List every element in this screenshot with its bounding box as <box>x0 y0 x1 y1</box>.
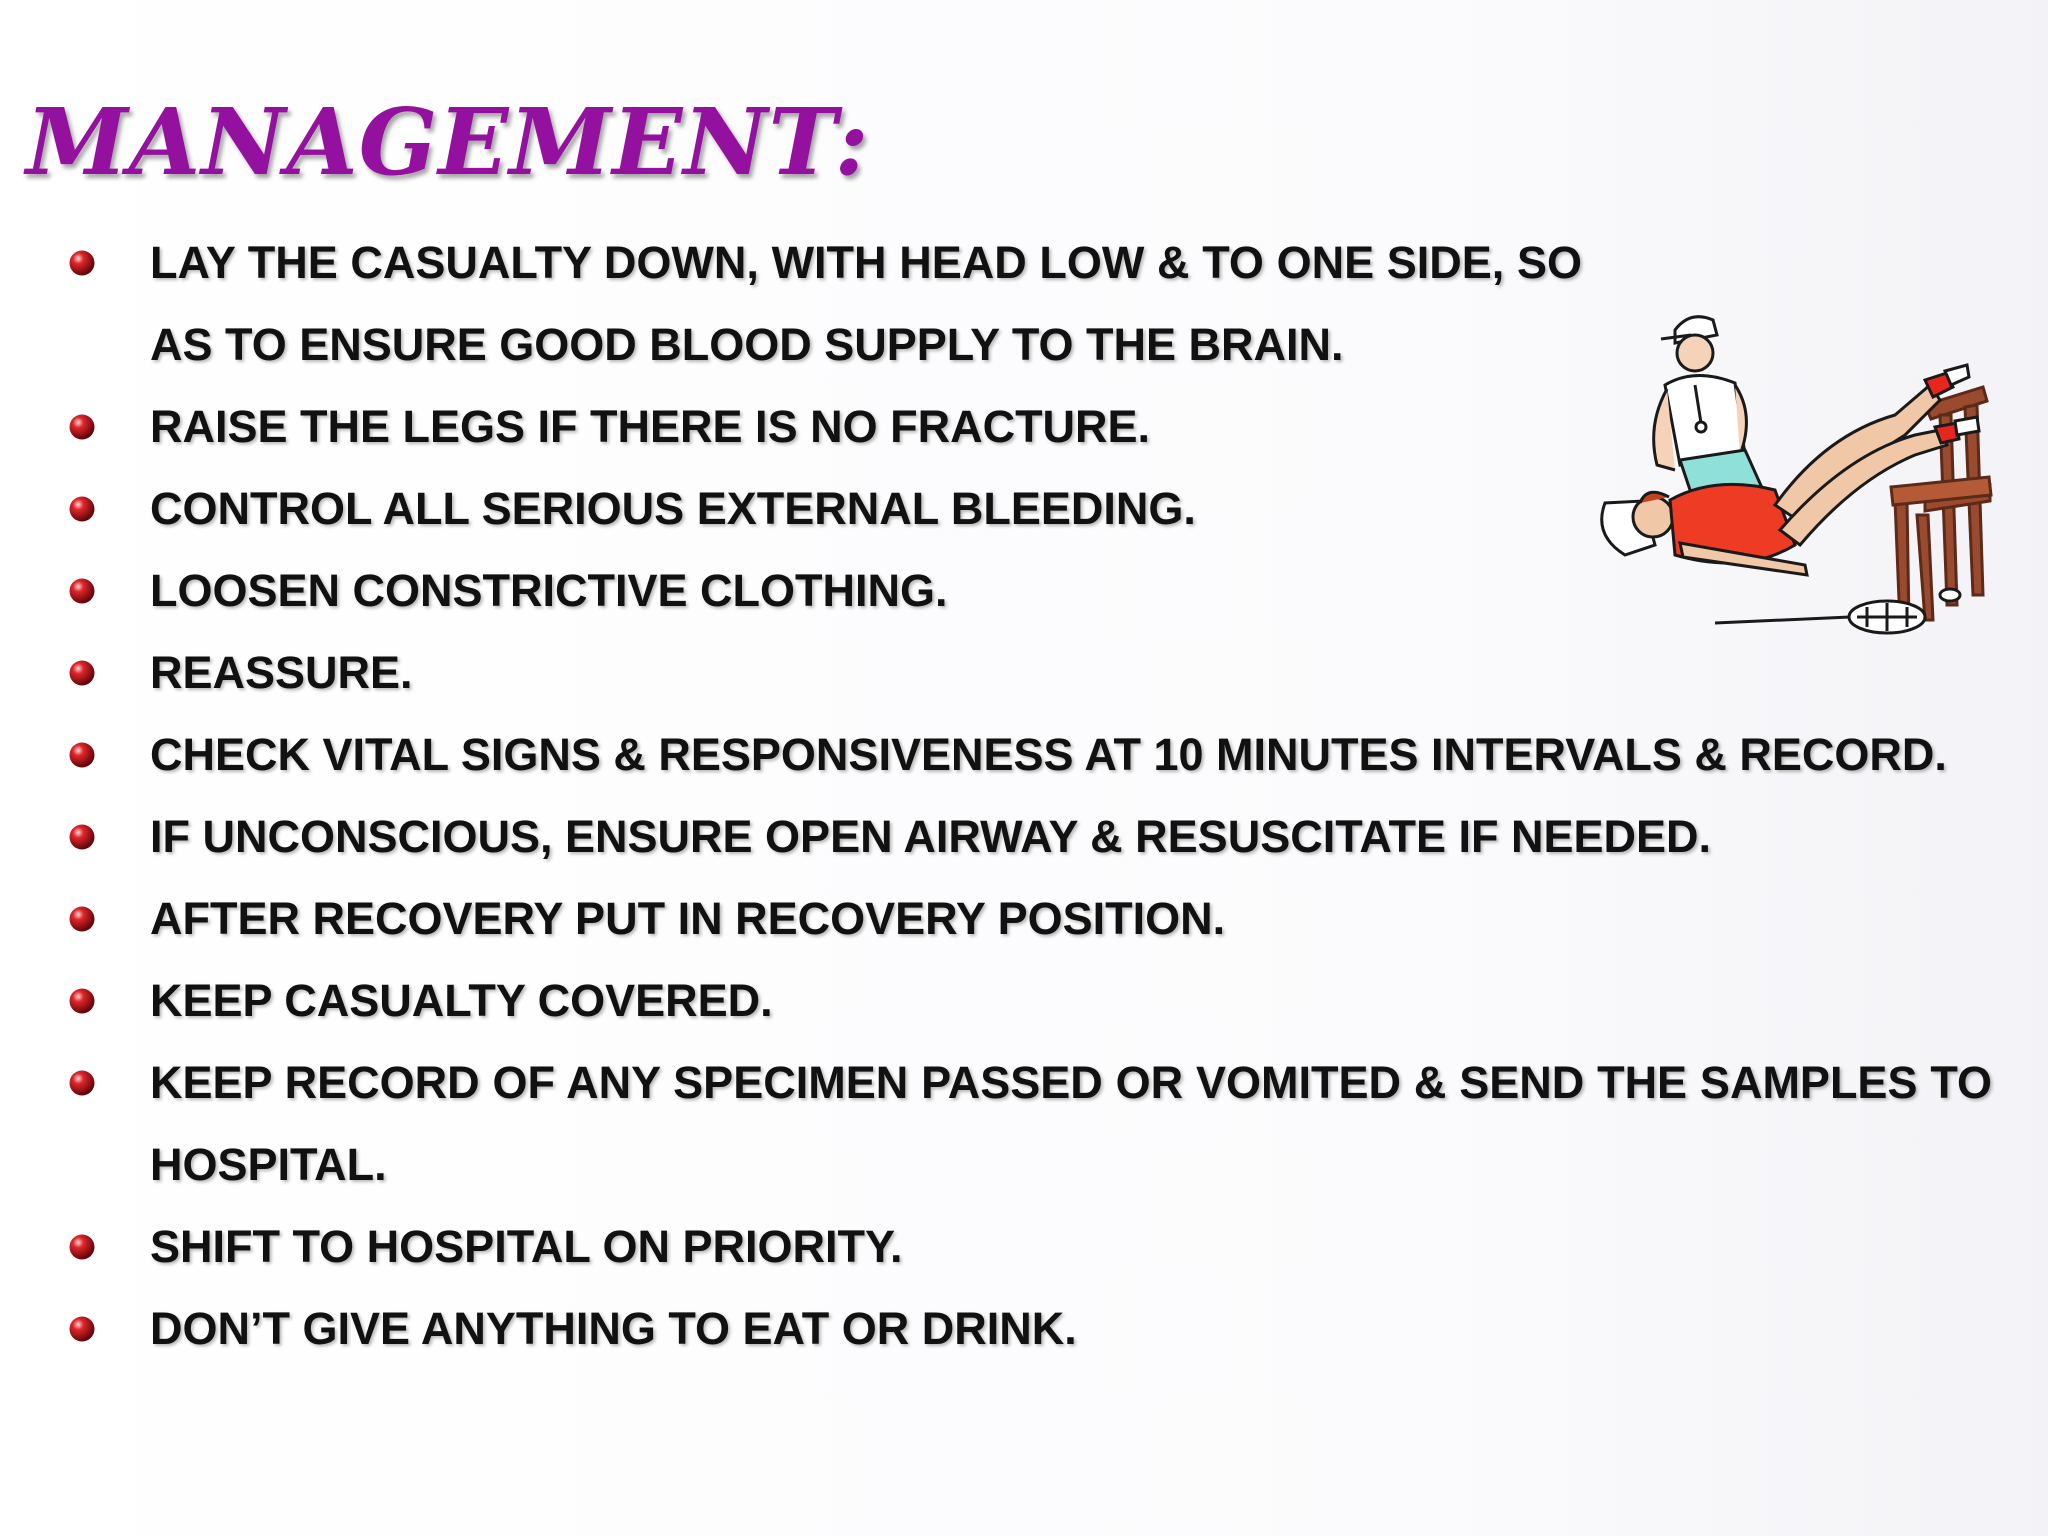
list-item-text: IF UNCONSCIOUS, ENSURE OPEN AIRWAY & RESUSCITATE IF NEEDED. <box>150 811 1712 862</box>
list-item-text: AFTER RECOVERY PUT IN RECOVERY POSITION. <box>150 893 1226 944</box>
red-sphere-bullet-icon <box>68 987 96 1015</box>
red-sphere-bullet-icon <box>68 659 96 687</box>
red-sphere-bullet-icon <box>68 741 96 769</box>
list-item-text: CHECK VITAL SIGNS & RESPONSIVENESS AT 10 MINUTES INTERVALS & RECORD. <box>150 729 1947 780</box>
red-sphere-bullet-icon <box>68 577 96 605</box>
red-sphere-bullet-icon <box>68 905 96 933</box>
management-steps-list <box>62 222 1992 1370</box>
red-sphere-bullet-icon <box>68 495 96 523</box>
list-item <box>62 1206 1992 1288</box>
list-item-text: KEEP CASUALTY COVERED. <box>150 975 773 1026</box>
list-item <box>62 386 1992 468</box>
red-sphere-bullet-icon <box>68 1315 96 1343</box>
list-item <box>62 714 1992 796</box>
list-item <box>62 222 1992 386</box>
list-item-text: REASSURE. <box>150 647 413 698</box>
list-item <box>62 1042 1992 1206</box>
list-item <box>62 960 1992 1042</box>
list-item <box>62 550 1992 632</box>
list-item-text: LAY THE CASUALTY DOWN, WITH HEAD LOW & TO ONE SIDE, SO AS TO ENSURE GOOD BLOOD SUPPLY TO THE BRAIN. <box>150 237 1582 370</box>
list-item-text: LOOSEN CONSTRICTIVE CLOTHING. <box>150 565 948 616</box>
list-item <box>62 878 1992 960</box>
red-sphere-bullet-icon <box>68 249 96 277</box>
list-item <box>62 796 1992 878</box>
list-item <box>62 468 1992 550</box>
list-item <box>62 632 1992 714</box>
slide-title: MANAGEMENT: <box>26 88 870 196</box>
list-item <box>62 1288 1992 1370</box>
list-item-text: KEEP RECORD OF ANY SPECIMEN PASSED OR VOMITED & SEND THE SAMPLES TO HOSPITAL. <box>150 1057 1992 1190</box>
red-sphere-bullet-icon <box>68 823 96 851</box>
list-item-text: RAISE THE LEGS IF THERE IS NO FRACTURE. <box>150 401 1151 452</box>
red-sphere-bullet-icon <box>68 1233 96 1261</box>
list-item-text: SHIFT TO HOSPITAL ON PRIORITY. <box>150 1221 903 1272</box>
list-item-text: DON’T GIVE ANYTHING TO EAT OR DRINK. <box>150 1303 1077 1354</box>
red-sphere-bullet-icon <box>68 1069 96 1097</box>
list-item-text: CONTROL ALL SERIOUS EXTERNAL BLEEDING. <box>150 483 1196 534</box>
red-sphere-bullet-icon <box>68 413 96 441</box>
